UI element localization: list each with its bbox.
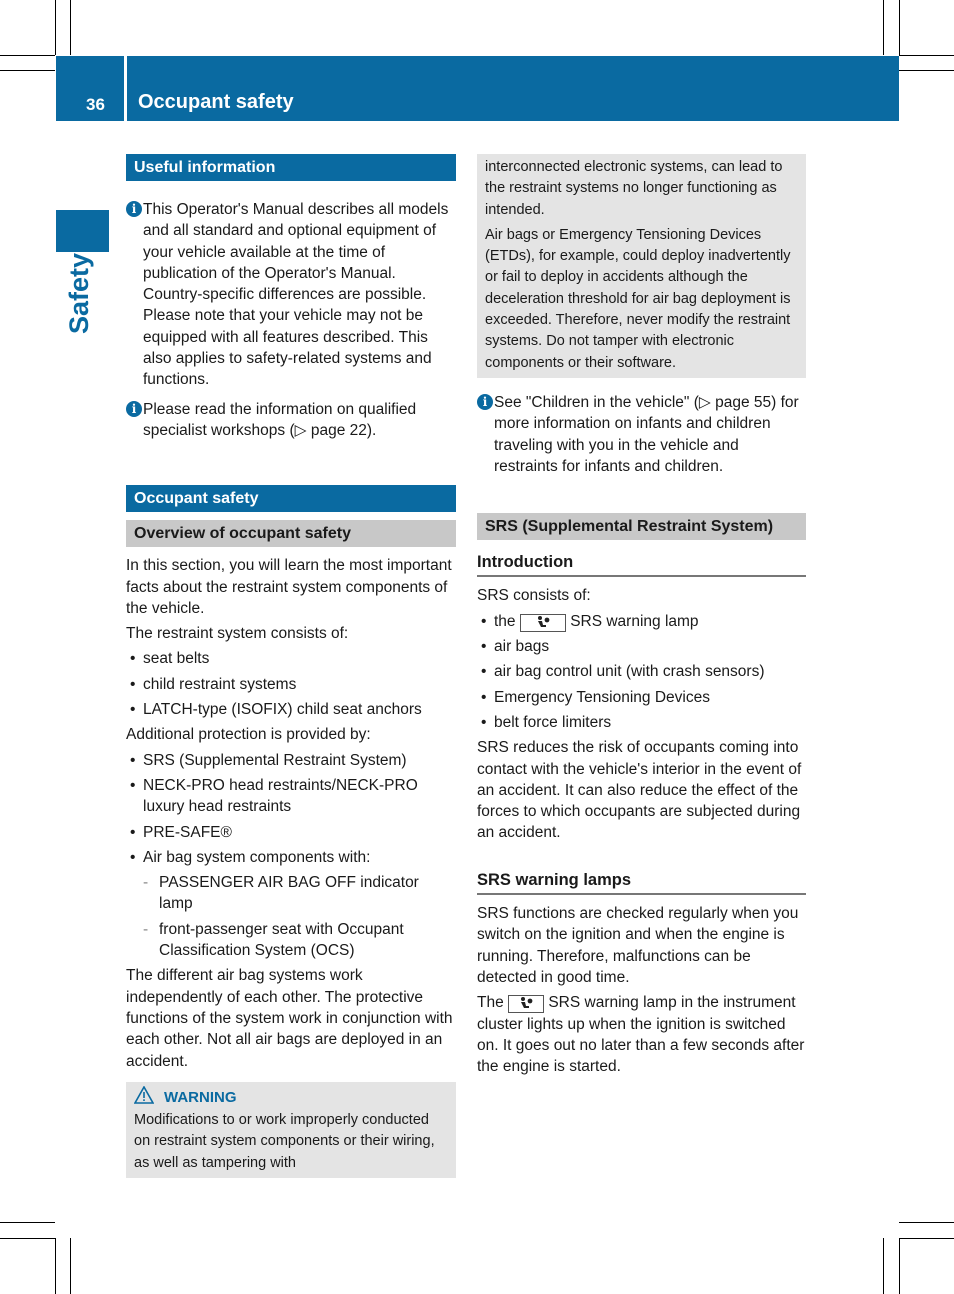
warning-lamps-heading: SRS warning lamps <box>477 870 806 895</box>
srs-warning-lamp-icon <box>520 614 566 632</box>
list-item: • air bag control unit (with crash sensors) <box>477 661 806 682</box>
protection-list <box>126 750 456 962</box>
info-text: Please read the information on qualified specialist workshops (▷ page 22). <box>143 400 417 439</box>
srs-consists-paragraph: SRS consists of: <box>477 587 591 605</box>
lamps-paragraph <box>477 992 806 1077</box>
consists-paragraph: The restraint system consists of: <box>126 625 349 643</box>
side-tab-marker <box>56 210 109 252</box>
lamps-paragraph: SRS functions are checked regularly when you switch on the ignition and when the engine is running. Therefore, malfunctions can be detected in good time. <box>477 905 799 986</box>
restraint-list <box>126 648 456 720</box>
warning-box-continued <box>477 154 806 378</box>
list-item-text: the <box>494 612 516 630</box>
crop-mark <box>899 70 954 71</box>
side-tab-label: Safety <box>64 252 94 334</box>
info-note <box>477 392 806 477</box>
header-divider <box>124 56 127 121</box>
additional-paragraph: Additional protection is provided by: <box>126 726 371 744</box>
list-item <box>477 611 806 632</box>
info-icon: i <box>126 401 142 417</box>
crop-mark <box>899 1238 900 1294</box>
warning-continued-text: interconnected electronic systems, can lead to the restraint systems no longer functioning as intended. <box>485 159 783 218</box>
list-item: • Emergency Tensioning Devices <box>477 687 806 708</box>
air-bag-paragraph: The different air bag systems work independently of each other. The protective functions of the system work in conjunction with each other. Not all air bags are deployed in an accident. <box>126 967 453 1070</box>
crop-mark <box>0 55 55 56</box>
crop-mark <box>0 1238 55 1239</box>
right-column <box>477 154 806 1081</box>
overview-heading: Overview of occupant safety <box>126 520 456 547</box>
crop-mark <box>55 0 56 55</box>
lamps-text: The <box>477 994 504 1012</box>
srs-components-list <box>477 611 806 733</box>
info-text: This Operator's Manual describes all models and all standard and optional equipment of your vehicle available at the time of publication of the Operator's Manual. Country-specific differences are possible. Please note that your vehicle may not be equipped with all features described. This also applies to safety-related systems and functions. <box>143 201 449 389</box>
occupant-safety-heading: Occupant safety <box>126 485 456 512</box>
crop-mark <box>0 1222 55 1223</box>
lamps-text: SRS warning lamp in the instrument cluster lights up when the ignition is switched on. It goes out no later than a few seconds after the engine is started. <box>477 994 805 1076</box>
crop-mark <box>0 70 55 71</box>
crop-mark <box>899 55 954 56</box>
warning-title: WARNING <box>164 1089 237 1107</box>
list-item: • belt force limiters <box>477 712 806 733</box>
list-item: • PRE-SAFE® <box>126 822 456 843</box>
info-text: See "Children in the vehicle" (▷ page 55) for more information on infants and children traveling with you in the vehicle and restraints for infants and children. <box>494 393 799 475</box>
sublist-item: - front-passenger seat with Occupant Classification System (OCS) <box>126 919 456 962</box>
air-bag-sublist <box>126 872 456 961</box>
info-note <box>126 399 456 442</box>
info-icon: i <box>126 201 142 217</box>
intro-paragraph: In this section, you will learn the most important facts about the restraint system components of the vehicle. <box>126 557 452 617</box>
page-title: Occupant safety <box>138 91 294 113</box>
srs-warning-lamp-icon <box>508 995 544 1013</box>
srs-paragraph: SRS reduces the risk of occupants coming into contact with the vehicle's interior in the event of an accident. It can also reduce the effect of the forces to which occupants are subjected during an accident. <box>477 739 802 842</box>
info-icon: i <box>477 394 493 410</box>
warning-triangle-icon <box>134 1086 154 1110</box>
useful-info-heading: Useful information <box>126 154 456 181</box>
list-item: • seat belts <box>126 648 456 669</box>
list-item: • child restraint systems <box>126 674 456 695</box>
crop-mark <box>70 0 71 55</box>
list-item: • LATCH-type (ISOFIX) child seat anchors <box>126 699 456 720</box>
warning-box <box>126 1082 456 1178</box>
crop-mark <box>883 0 884 55</box>
crop-mark <box>883 1238 884 1294</box>
left-column <box>126 154 456 1178</box>
sublist-item: - PASSENGER AIR BAG OFF indicator lamp <box>126 872 456 915</box>
list-item-label: Air bag system components with: <box>143 848 371 866</box>
crop-mark <box>899 0 900 55</box>
list-item-text: SRS warning lamp <box>570 612 699 630</box>
page-number: 36 <box>86 95 105 114</box>
crop-mark <box>55 1238 56 1294</box>
introduction-heading: Introduction <box>477 552 806 577</box>
crop-mark <box>70 1238 71 1294</box>
list-item: • air bags <box>477 636 806 657</box>
list-item: • NECK-PRO head restraints/NECK-PRO luxury head restraints <box>126 775 456 818</box>
srs-heading: SRS (Supplemental Restraint System) <box>477 513 806 540</box>
crop-mark <box>899 1222 954 1223</box>
list-item: • SRS (Supplemental Restraint System) <box>126 750 456 771</box>
warning-header <box>134 1086 448 1110</box>
crop-mark <box>899 1238 954 1239</box>
warning-text: Modifications to or work improperly conducted on restraint system components or their wiring, as well as tampering with <box>134 1112 435 1171</box>
info-note <box>126 199 456 391</box>
list-item <box>126 847 456 961</box>
warning-continued-text: Air bags or Emergency Tensioning Devices (ETDs), for example, could deploy inadvertently or fail to deploy in accidents although the deceleration threshold for air bag deployment is exceeded. Therefore, never modify the restraint systems. Do not tamper with electronic components or their software. <box>485 226 791 371</box>
